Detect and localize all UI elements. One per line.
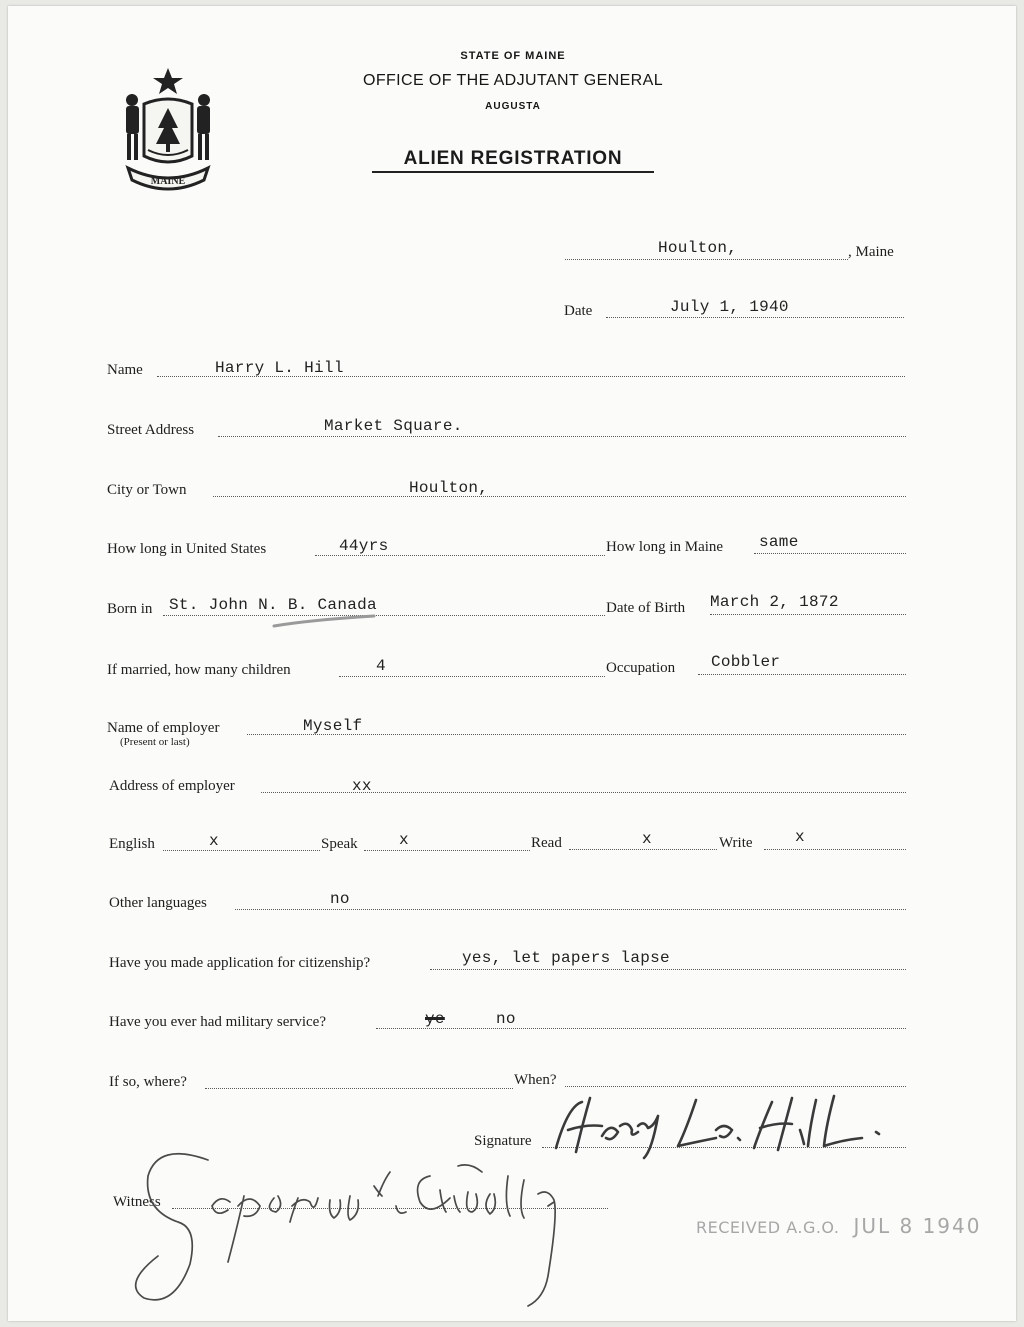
other-languages-value: no bbox=[330, 890, 350, 908]
name-label: Name bbox=[107, 362, 143, 378]
speak-label: Speak bbox=[321, 836, 358, 852]
page-title: ALIEN REGISTRATION bbox=[372, 148, 654, 173]
write-value: x bbox=[795, 828, 805, 846]
read-value: x bbox=[642, 830, 652, 848]
employer-address-label: Address of employer bbox=[109, 778, 235, 794]
city-value: Houlton, bbox=[409, 479, 489, 497]
svg-text:MAINE: MAINE bbox=[150, 176, 186, 187]
military-struck-value: ye bbox=[425, 1010, 445, 1028]
date-line bbox=[606, 317, 904, 318]
stamp-date: JUL 8 1940 bbox=[853, 1214, 982, 1238]
employer-note: (Present or last) bbox=[120, 736, 190, 748]
street-label: Street Address bbox=[107, 422, 195, 438]
signature-label: Signature bbox=[474, 1133, 532, 1149]
where-label: If so, where? bbox=[109, 1074, 187, 1090]
english-label: English bbox=[109, 836, 155, 852]
place-suffix: , Maine bbox=[848, 244, 894, 260]
registration-form bbox=[8, 6, 1016, 1321]
other-languages-line bbox=[235, 909, 906, 910]
where-line bbox=[205, 1088, 513, 1089]
born-label: Born in bbox=[107, 601, 153, 617]
maine-time-value: same bbox=[759, 533, 799, 551]
dob-value: March 2, 1872 bbox=[710, 593, 839, 611]
us-time-line bbox=[315, 555, 605, 556]
military-value: no bbox=[496, 1010, 516, 1028]
maine-state-seal-icon bbox=[114, 64, 222, 192]
state-heading: STATE OF MAINE bbox=[460, 50, 566, 62]
write-line bbox=[764, 849, 906, 850]
us-time-value: 44yrs bbox=[339, 537, 389, 555]
occupation-value: Cobbler bbox=[711, 653, 781, 671]
military-line bbox=[376, 1028, 906, 1029]
city-label: City or Town bbox=[107, 482, 187, 498]
city-line bbox=[213, 496, 906, 497]
place-value: Houlton, bbox=[658, 239, 738, 257]
street-value: Market Square. bbox=[324, 417, 463, 435]
received-stamp bbox=[696, 1214, 981, 1238]
witness-label: Witness bbox=[113, 1194, 161, 1210]
speak-line bbox=[364, 850, 530, 851]
children-label: If married, how many children bbox=[107, 662, 291, 678]
place-line bbox=[565, 259, 848, 260]
citizenship-value: yes, let papers lapse bbox=[462, 949, 670, 967]
employer-address-value: xx bbox=[352, 777, 372, 795]
pencil-mark bbox=[270, 612, 380, 632]
english-line bbox=[163, 850, 320, 851]
office-heading: OFFICE OF THE ADJUTANT GENERAL bbox=[362, 72, 664, 89]
dob-line bbox=[710, 614, 906, 615]
speak-value: x bbox=[399, 831, 409, 849]
born-line bbox=[163, 615, 605, 616]
date-label: Date bbox=[564, 303, 593, 319]
employer-label: Name of employer bbox=[107, 720, 220, 736]
occupation-line bbox=[698, 674, 906, 675]
employer-value: Myself bbox=[303, 717, 363, 735]
city-heading: AUGUSTA bbox=[485, 101, 541, 112]
read-line bbox=[569, 849, 717, 850]
citizenship-label: Have you made application for citizenship? bbox=[109, 955, 371, 971]
maine-time-label: How long in Maine bbox=[606, 539, 724, 555]
witness-signature bbox=[78, 1136, 618, 1316]
write-label: Write bbox=[719, 835, 753, 851]
date-value: July 1, 1940 bbox=[670, 298, 789, 316]
children-value: 4 bbox=[376, 657, 386, 675]
citizenship-line bbox=[430, 969, 906, 970]
read-label: Read bbox=[531, 835, 562, 851]
when-label: When? bbox=[514, 1072, 557, 1088]
children-line bbox=[339, 676, 605, 677]
maine-time-line bbox=[754, 553, 906, 554]
other-languages-label: Other languages bbox=[109, 895, 207, 911]
stamp-text: RECEIVED A.G.O. bbox=[696, 1218, 840, 1237]
military-label: Have you ever had military service? bbox=[109, 1014, 326, 1030]
us-time-label: How long in United States bbox=[107, 541, 267, 557]
name-value: Harry L. Hill bbox=[215, 359, 344, 377]
born-value: St. John N. B. Canada bbox=[169, 596, 377, 614]
dob-label: Date of Birth bbox=[606, 600, 686, 616]
english-value: x bbox=[209, 832, 219, 850]
street-line bbox=[218, 436, 906, 437]
occupation-label: Occupation bbox=[606, 660, 676, 676]
